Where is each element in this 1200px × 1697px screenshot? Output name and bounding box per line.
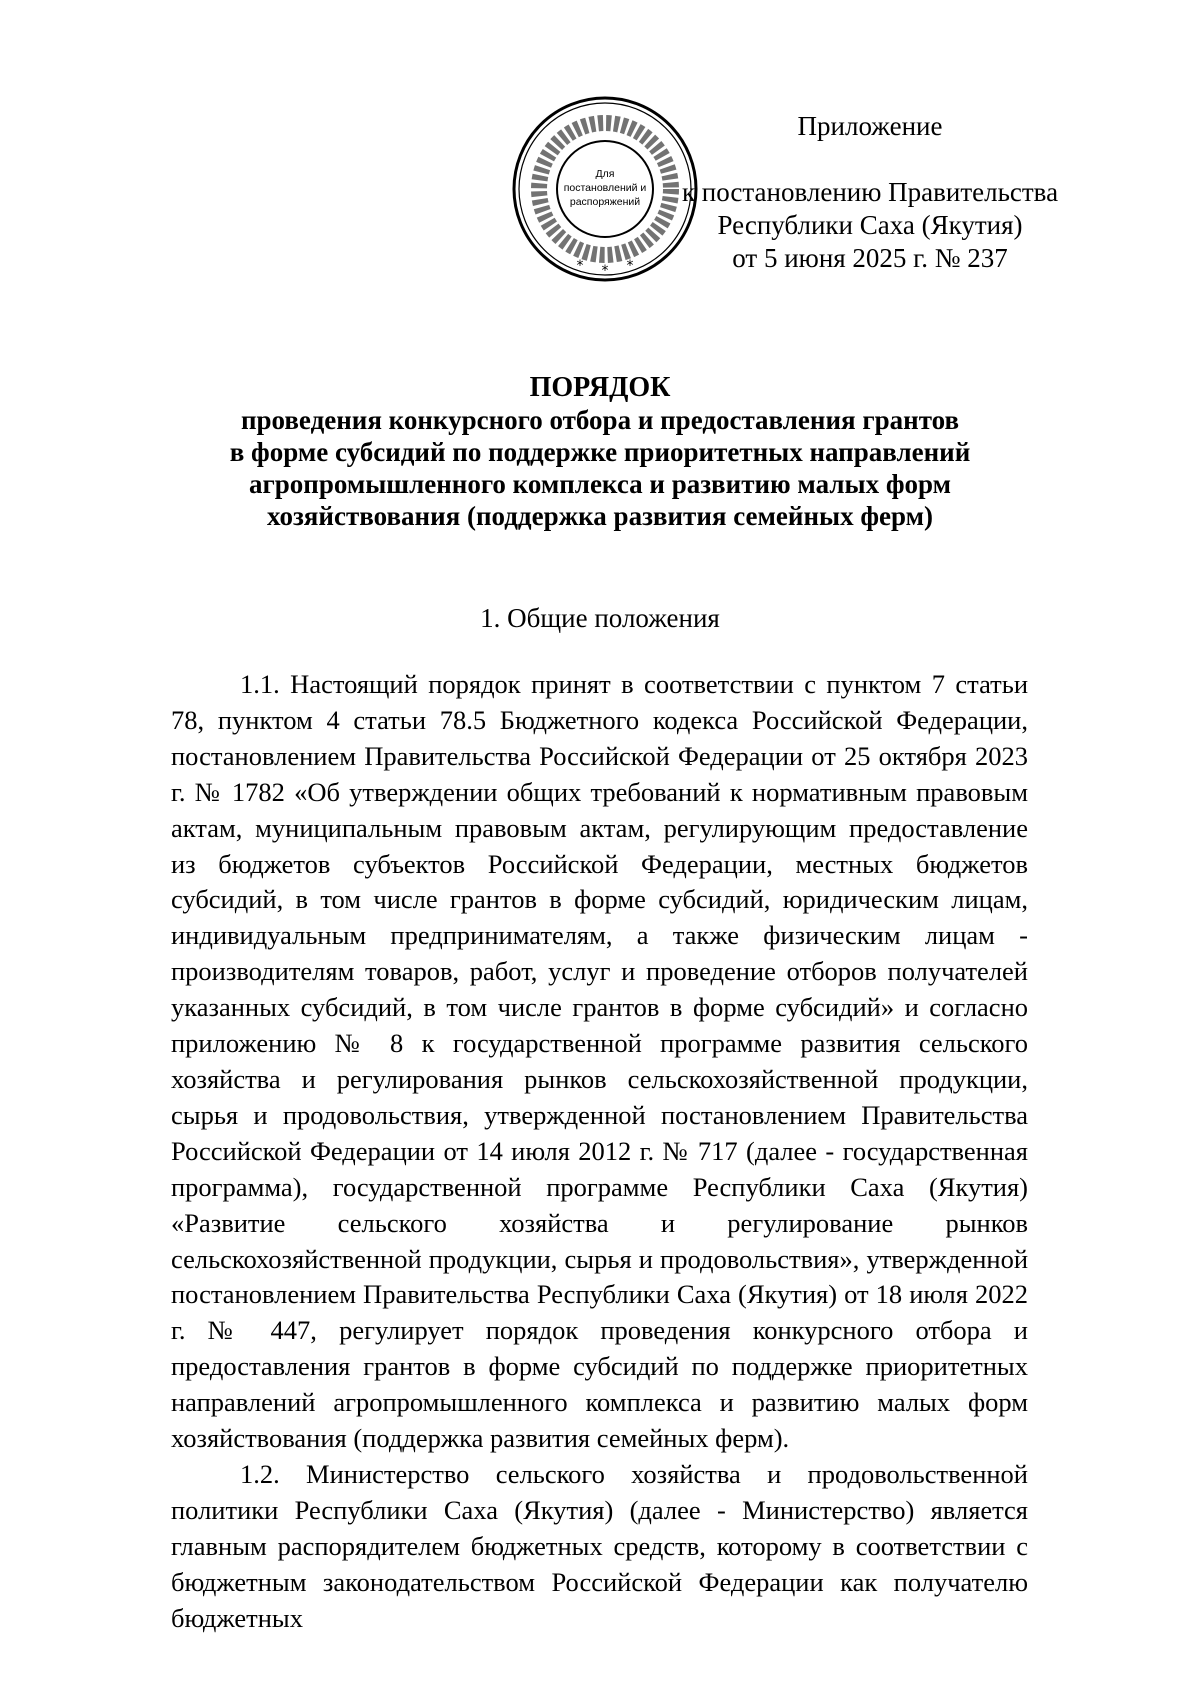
paragraph-1-1: 1.1. Настоящий порядок принят в соответствии с пунктом 7 статьи 78, пунктом 4 статьи 78.5 Бюджетного кодекса Российской Федерации, постановлением Правительства Российской Федерации от 25 октября 2023 г. № 1782 «Об утверждении общих требований к нормативным правовым актам, муниципальным правовым актам, регулирующим предоставление из бюджетов субъектов Российской Федерации, местных бюджетов субсидий, в том числе грантов в форме субсидий, юридическим лицам, индивидуальным предпринимателям, а также физическим лицам - производителям товаров, работ, услуг и проведение отборов получателей указанных субсидий, в том числе грантов в форме субсидий» и согласно приложению № 8 к государственной программе развития сельского хозяйства и регулирования рынков сельскохозяйственной продукции, сырья и продовольствия, утвержденной постановлением Правительства Российской Федерации от 14 июля 2012 г. № 717 (далее - государственная программа), государственной программе Республики Саха (Якутия) «Развитие сельского хозяйства и регулирование рынков сельскохозяйственной продукции, сырья и продовольствия», утвержденной постановлением Правительства Республики Саха (Якутия) от 18 июля 2022 г. № 447, регулирует порядок проведения конкурсного отбора и предоставления грантов в форме субсидий по поддержке приоритетных направлений агропромышленного комплекса и развитию малых форм хозяйствования (поддержка развития семейных ферм). <box>171 669 1028 1454</box>
appendix-header <box>660 110 1080 275</box>
title-line: агропромышленного комплекса и развитию малых форм <box>248 469 951 499</box>
title-line: в форме субсидий по поддержке приоритетных направлений <box>229 437 971 467</box>
paragraph-1-2: 1.2. Министерство сельского хозяйства и продовольственной политики Республики Саха (Якутия) (далее - Министерство) является главным распорядителем бюджетных средств, которому в соответствии с бюджетным законодательством Российской Федерации как получателю бюджетных <box>171 1458 1028 1633</box>
seal-center-text: постановлений и <box>563 182 647 194</box>
appendix-label: Приложение <box>797 111 943 141</box>
section-heading: 1. Общие положения <box>480 603 720 633</box>
seal-center-text: Для <box>595 168 615 180</box>
document-title <box>170 372 1030 532</box>
seal-star: * <box>576 258 584 274</box>
appendix-issuer: Республики Саха (Якутия) <box>717 210 1023 240</box>
seal-center-text: распоряжений <box>569 196 641 208</box>
seal-star: * <box>626 258 634 274</box>
title-main: ПОРЯДОК <box>529 372 671 403</box>
title-line: хозяйствования (поддержка развития семейных ферм) <box>266 501 934 531</box>
seal-star: * <box>601 263 609 279</box>
appendix-date-number: от 5 июня 2025 г. № 237 <box>732 243 1008 273</box>
appendix-reference: к постановлению Правительства <box>681 177 1059 207</box>
document-body <box>171 667 1028 1636</box>
title-line: проведения конкурсного отбора и предоставления грантов <box>240 405 960 435</box>
